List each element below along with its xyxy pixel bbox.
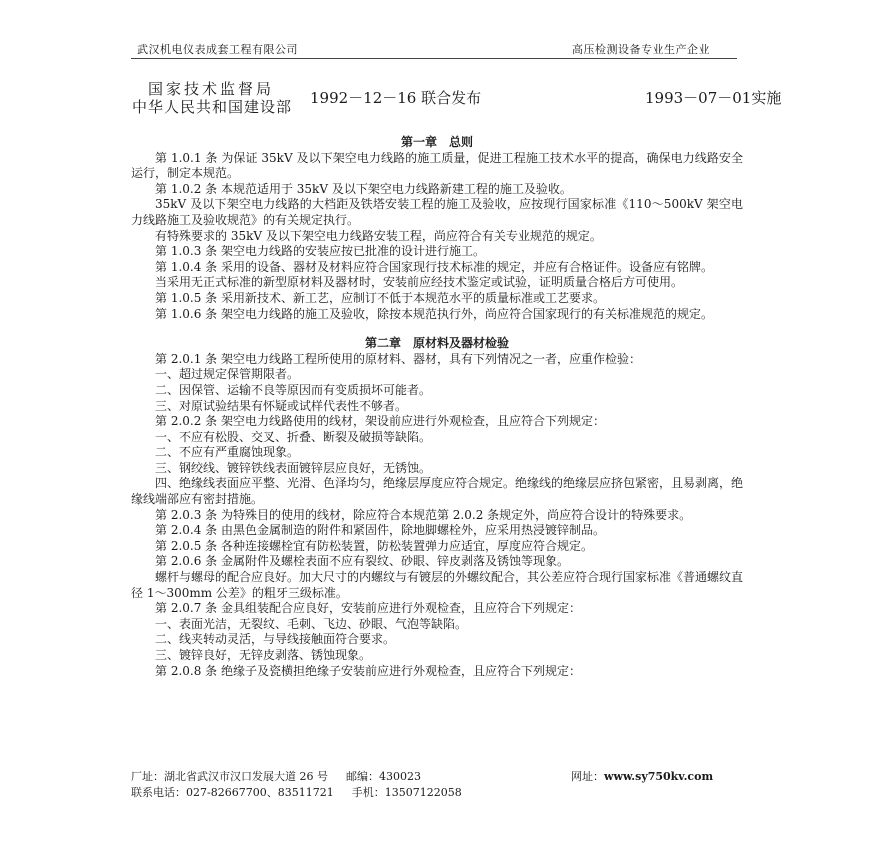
publish-date: 1992－12－16 联合发布 [310, 89, 482, 107]
document-body [131, 135, 743, 679]
implement-date: 1993－07－01实施 [645, 89, 782, 107]
paragraph: 螺杆与螺母的配合应良好。加大尺寸的内螺纹与有镀层的外螺纹配合，其公差应符合现行国家标准《普通螺纹直径 1～300mm 公差》的粗牙三级标准。 [131, 570, 744, 600]
footer-postcode: 邮编：430023 [346, 770, 421, 783]
paragraph: 第 2.0.4 条 由黑色金属制造的附件和紧固件，除地脚螺栓外，应采用热浸镀锌制品。 [155, 523, 605, 538]
footer-address: 厂址：湖北省武汉市汉口发展大道 26 号 [131, 770, 328, 783]
chapter-2-title: 第二章 原材料及器材检验 [364, 336, 509, 351]
paragraph: 二、因保管、运输不良等原因而有变质损坏可能者。 [155, 382, 432, 397]
paragraph: 一、超过规定保管期限者。 [155, 367, 300, 382]
section-gap [131, 322, 743, 336]
paragraph: 第 1.0.3 条 架空电力线路的安装应按已批准的设计进行施工。 [155, 244, 485, 259]
footer-contact-line [131, 784, 462, 800]
footer-website-label: 网址： [571, 770, 604, 783]
footer-address-line [131, 768, 421, 784]
chapter-1-title: 第一章 总则 [400, 135, 473, 149]
paragraph: 第 1.0.2 条 本规范适用于 35kV 及以下架空电力线路新建工程的施工及验收。 [155, 181, 572, 196]
paragraph: 有特殊要求的 35kV 及以下架空电力线路安装工程，尚应符合有关专业规范的规定。 [155, 228, 602, 243]
paragraph: 第 2.0.3 条 为特殊目的使用的线材，除应符合本规范第 2.0.2 条规定外，尚应符合设计的特殊要求。 [155, 507, 692, 522]
footer-website-link[interactable]: www.sy750kv.com [604, 770, 714, 783]
paragraph: 35kV 及以下架空电力线路的大档距及铁塔安装工程的施工及验收，应按现行国家标准《110～500kV 架空电力线路施工及验收规范》的有关规定执行。 [131, 197, 743, 227]
paragraph: 第 2.0.7 条 金具组装配合应良好，安装前应进行外观检查，且应符合下列规定： [155, 601, 581, 616]
paragraph: 第 1.0.5 条 采用新技术、新工艺，应制订不低于本规范水平的质量标准或工艺要求。 [155, 290, 605, 305]
paragraph: 二、不应有严重腐蚀现象。 [155, 445, 300, 460]
footer-phone: 联系电话：027-82667700、83511721 [131, 786, 334, 799]
footer-website-line [571, 768, 713, 784]
paragraph: 三、对原试验结果有怀疑或试样代表性不够者。 [155, 398, 408, 413]
paragraph: 三、镀锌良好，无锌皮剥落、锈蚀现象。 [155, 648, 372, 662]
header-divider [131, 58, 737, 59]
header-tagline: 高压检测设备专业生产企业 [572, 43, 710, 56]
paragraph: 第 2.0.8 条 绝缘子及瓷横担绝缘子安装前应进行外观检查，且应符合下列规定： [155, 663, 581, 678]
issuer-org-2: 中华人民共和国建设部 [132, 98, 293, 116]
paragraph: 二、线夹转动灵活，与导线接触面符合要求。 [155, 632, 396, 647]
paragraph: 当采用无正式标准的新型原材料及器材时，安装前应经技术鉴定或试验，证明质量合格后方可使用。 [155, 275, 684, 290]
paragraph: 第 2.0.2 条 架空电力线路使用的线材，架设前应进行外观检查，且应符合下列规定： [155, 414, 605, 429]
issuer-org-1: 国家技术监督局 [148, 80, 275, 98]
paragraph: 一、表面光洁，无裂纹、毛刺、飞边、砂眼、气泡等缺陷。 [155, 616, 468, 631]
header-company: 武汉机电仪表成套工程有限公司 [137, 43, 298, 56]
paragraph: 第 1.0.4 条 采用的设备、器材及材料应符合国家现行技术标准的规定，并应有合格证件。设备应有铭牌。 [155, 259, 713, 274]
paragraph: 第 2.0.6 条 金属附件及螺栓表面不应有裂纹、砂眼、锌皮剥落及锈蚀等现象。 [155, 554, 569, 569]
paragraph: 四、绝缘线表面应平整、光滑、色泽均匀，绝缘层厚度应符合规定。绝缘线的绝缘层应挤包紧密，且易剥离，绝缘线端部应有密封措施。 [131, 476, 744, 507]
paragraph: 第 2.0.5 条 各种连接螺栓宜有防松装置，防松装置弹力应适宜，厚度应符合规定。 [155, 538, 593, 553]
paragraph: 一、不应有松股、交叉、折叠、断裂及破损等缺陷。 [155, 429, 432, 444]
paragraph: 第 2.0.1 条 架空电力线路工程所使用的原材料、器材，具有下列情况之一者，应重作检验： [155, 351, 641, 366]
paragraph: 第 1.0.6 条 架空电力线路的施工及验收，除按本规范执行外，尚应符合国家现行的有关标准规范的规定。 [155, 306, 713, 321]
footer-mobile: 手机：13507122058 [351, 786, 462, 799]
paragraph: 三、钢绞线、镀锌铁线表面镀锌层应良好，无锈蚀。 [155, 460, 432, 475]
paragraph: 第 1.0.1 条 为保证 35kV 及以下架空电力线路的施工质量，促进工程施工技术水平的提高，确保电力线路安全运行，制定本规范。 [131, 150, 743, 181]
